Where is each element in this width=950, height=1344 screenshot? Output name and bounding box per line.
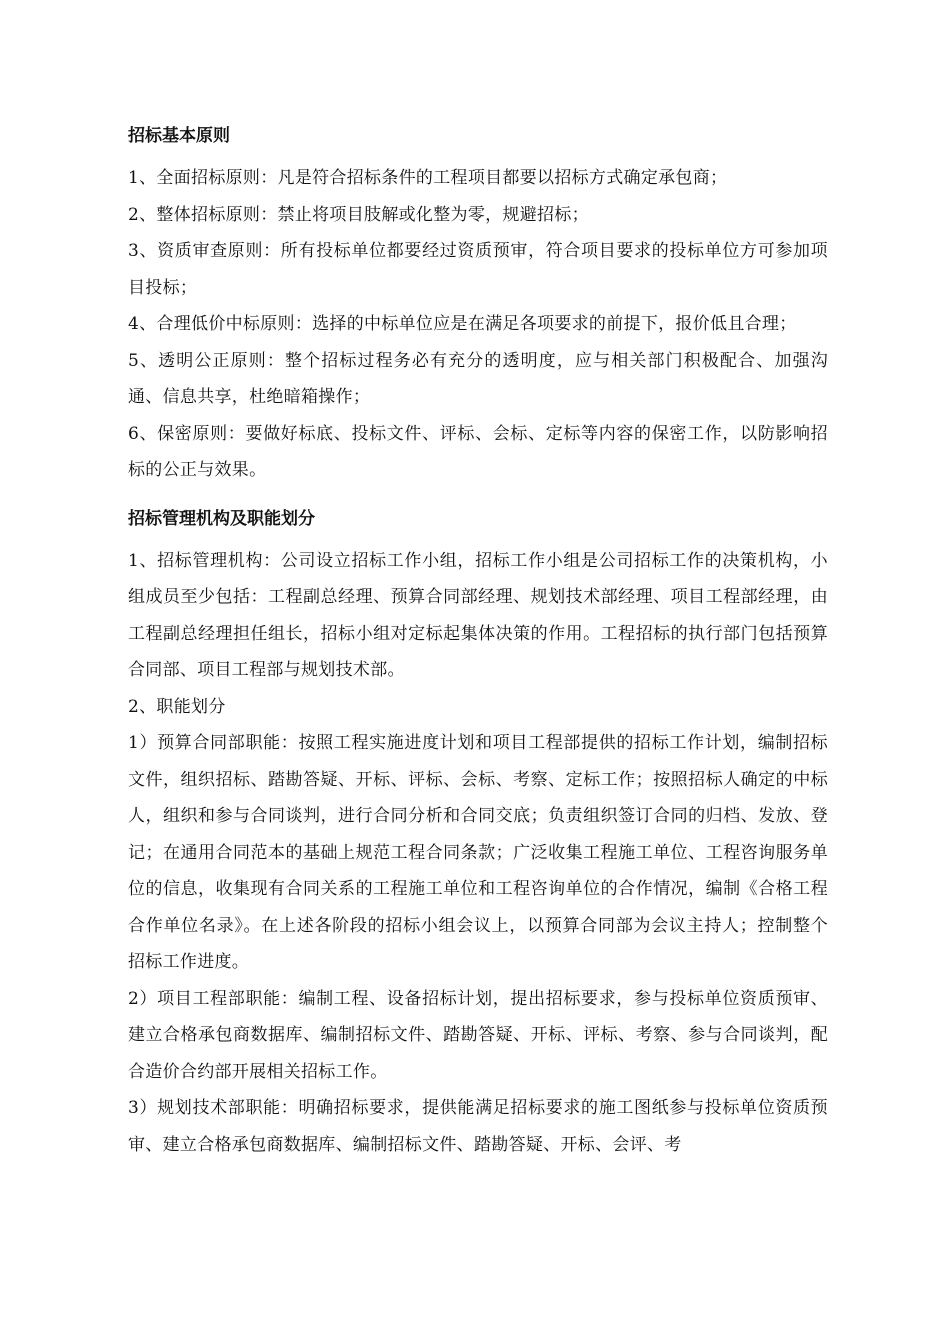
- principle-4: 4、合理低价中标原则：选择的中标单位应是在满足各项要求的前提下，报价低且合理；: [128, 314, 797, 334]
- duty-budget-contract-dept: 1）预算合同部职能：按照工程实施进度计划和项目工程部提供的招标工作计划，编制招标文件，组织招标、踏勘答疑、开标、评标、会标、考察、定标工作；按照招标人确定的中标人，组织和参与合同谈判，进行合同分析和合同交底；负责组织签订合同的归档、发放、登记；在通用合同范本的基础上规范工程合同条款；广泛收集工程施工单位、工程咨询服务单位的信息，收集现有合同关系的工程施工单位和工程咨询单位的合作情况，编制《合格工程合作单位名录》。在上述各阶段的招标小组会议上，以预算合同部为会议主持人；控制整个招标工作进度。: [128, 733, 828, 972]
- principle-2: 2、整体招标原则：禁止将项目肢解或化整为零，规避招标；: [128, 204, 589, 225]
- principle-1: 1、全面招标原则：凡是符合招标条件的工程项目都要以招标方式确定承包商；: [128, 168, 728, 188]
- organization-paragraph: 1、招标管理机构：公司设立招标工作小组，招标工作小组是公司招标工作的决策机构，小组成员至少包括：工程副总经理、预算合同部经理、规划技术部经理、项目工程部经理，由工程副总经理担任组长，招标小组对定标起集体决策的作用。工程招标的执行部门包括预算合同部、项目工程部与规划技术部。: [128, 550, 828, 680]
- section-heading-organization: 招标管理机构及职能划分: [128, 508, 315, 529]
- document-body: [128, 118, 828, 1163]
- section-heading-principles: 招标基本原则: [128, 126, 230, 146]
- principle-6: 6、保密原则：要做好标底、投标文件、评标、会标、定标等内容的保密工作，以防影响招标的公正与效果。: [128, 423, 828, 480]
- section-spacer: [128, 489, 828, 501]
- duty-planning-technical-dept: 3）规划技术部职能：明确招标要求，提供能满足招标要求的施工图纸参与投标单位资质预审、建立合格承包商数据库、编制招标文件、踏勘答疑、开标、会评、考: [128, 1098, 828, 1155]
- duties-subheading: 2、职能划分: [128, 696, 226, 717]
- duty-project-engineering-dept: 2）项目工程部职能：编制工程、设备招标计划，提出招标要求，参与投标单位资质预审、建立合格承包商数据库、编制招标文件、踏勘答疑、开标、评标、考察、参与合同谈判，配合造价合约部开展相关招标工作。: [128, 988, 828, 1082]
- principle-5: 5、透明公正原则：整个招标过程务必有充分的透明度，应与相关部门积极配合、加强沟通、信息共享，杜绝暗箱操作；: [128, 350, 828, 407]
- principle-3: 3、资质审查原则：所有投标单位都要经过资质预审，符合项目要求的投标单位方可参加项目投标；: [128, 241, 828, 298]
